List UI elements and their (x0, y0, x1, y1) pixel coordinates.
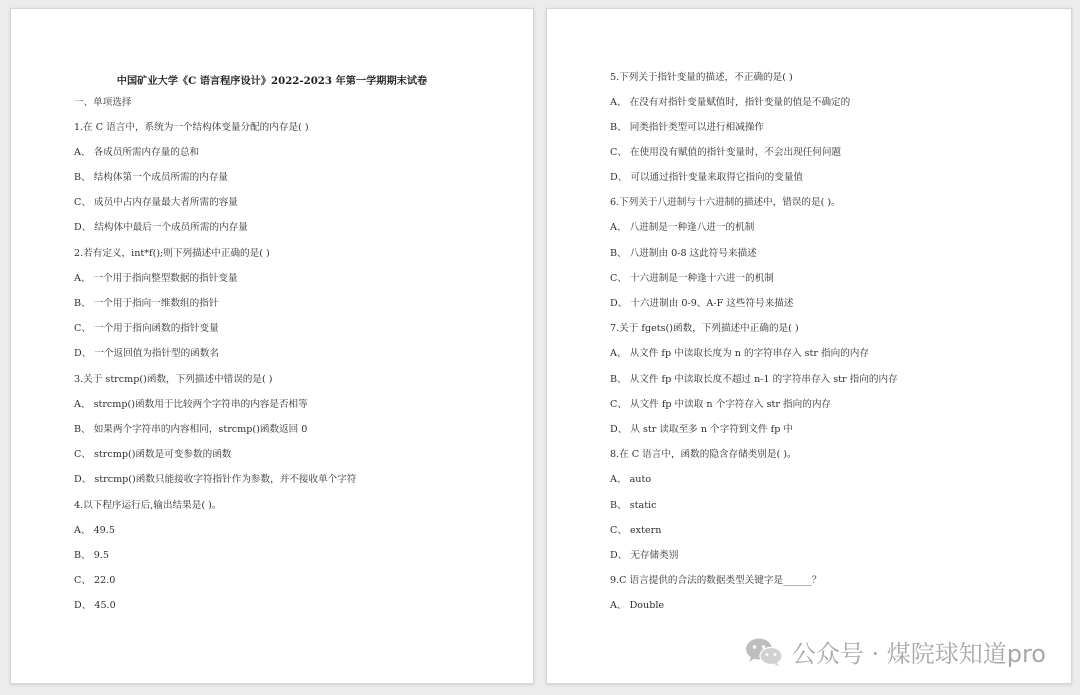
option-line: D、 一个返回值为指针型的函数名 (74, 348, 220, 359)
option-line: B、 结构体第一个成员所需的内存量 (74, 172, 229, 183)
option-line: A、 在没有对指针变量赋值时，指针变量的值是不确定的 (610, 97, 851, 108)
option-line: C、 十六进制是一种逢十六进一的机制 (610, 273, 774, 284)
option-line: D、 45.0 (74, 600, 116, 611)
option-line: C、 一个用于指向函数的指针变量 (74, 323, 219, 334)
exam-title: 中国矿业大学《C 语言程序设计》2022-2023 年第一学期期末试卷 (116, 75, 428, 87)
option-line: D、 strcmp()函数只能接收字符指针作为参数，并不接收单个字符 (74, 474, 357, 485)
watermark-text: 公众号 · 煤院球知道pro (791, 640, 1046, 668)
option-line: B、 如果两个字符串的内容相同，strcmp()函数返回 0 (74, 424, 308, 435)
option-line: B、 同类指针类型可以进行相减操作 (610, 122, 765, 133)
section-heading: 一、单项选择 (74, 97, 132, 108)
wechat-watermark (744, 634, 1046, 669)
question-8: 8.在 C 语言中，函数的隐含存储类别是( )。 (610, 449, 797, 460)
option-line: A、 一个用于指向整型数据的指针变量 (74, 273, 238, 284)
option-line: A、 八进制是一种逢八进一的机制 (610, 222, 755, 233)
question-9: 9.C 语言提供的合法的数据类型关键字是______？ (610, 575, 822, 586)
left-page (10, 8, 534, 684)
option-line: D、 十六进制由 0-9、A-F 这些符号来描述 (610, 298, 794, 309)
option-line: B、 八进制由 0-8 这此符号来描述 (610, 248, 757, 259)
option-line: C、 22.0 (74, 575, 116, 586)
option-line: A、 从文件 fp 中读取长度为 n 的字符串存入 str 指向的内存 (610, 348, 869, 359)
option-line: A、 Double (610, 600, 665, 611)
right-page (546, 8, 1072, 684)
option-line: C、 extern (610, 525, 662, 536)
question-5: 5.下列关于指针变量的描述，不正确的是( ) (610, 72, 793, 83)
question-7: 7.关于 fgets()函数，下列描述中正确的是( ) (610, 323, 799, 334)
option-line: C、 在使用没有赋值的指针变量时，不会出现任何问题 (610, 147, 842, 158)
option-line: A、 49.5 (74, 525, 115, 536)
option-line: C、 从文件 fp 中读取 n 个字符存入 str 指向的内存 (610, 399, 832, 410)
option-line: D、 无存储类别 (610, 550, 679, 561)
option-line: B、 一个用于指向一维数组的指针 (74, 298, 219, 309)
option-line: D、 结构体中最后一个成员所需的内存量 (74, 222, 248, 233)
option-line: D、 可以通过指针变量来取得它指向的变量值 (610, 172, 804, 183)
option-line: B、 从文件 fp 中读取长度不超过 n-1 的字符串存入 str 指向的内存 (610, 374, 898, 385)
option-line: C、 成员中占内存量最大者所需的容量 (74, 197, 238, 208)
option-line: D、 从 str 读取至多 n 个字符到文件 fp 中 (610, 424, 793, 435)
question-1: 1.在 C 语言中，系统为一个结构体变量分配的内存是( ) (74, 122, 309, 133)
option-line: A、 strcmp()函数用于比较两个字符串的内容是否相等 (74, 399, 308, 410)
question-4: 4.以下程序运行后,输出结果是( )。 (74, 500, 222, 511)
option-line: B、 9.5 (74, 550, 109, 561)
option-line: C、 strcmp()函数是可变参数的函数 (74, 449, 232, 460)
question-2: 2.若有定义，int*f();则下列描述中正确的是( ) (74, 248, 270, 259)
wechat-icon (744, 636, 784, 668)
option-line: A、 各成员所需内存量的总和 (74, 147, 200, 158)
question-3: 3.关于 strcmp()函数，下列描述中错误的是( ) (74, 374, 273, 385)
option-line: A、 auto (610, 474, 652, 485)
option-line: B、 static (610, 500, 657, 511)
question-6: 6.下列关于八进制与十六进制的描述中，错误的是( )。 (610, 197, 841, 208)
